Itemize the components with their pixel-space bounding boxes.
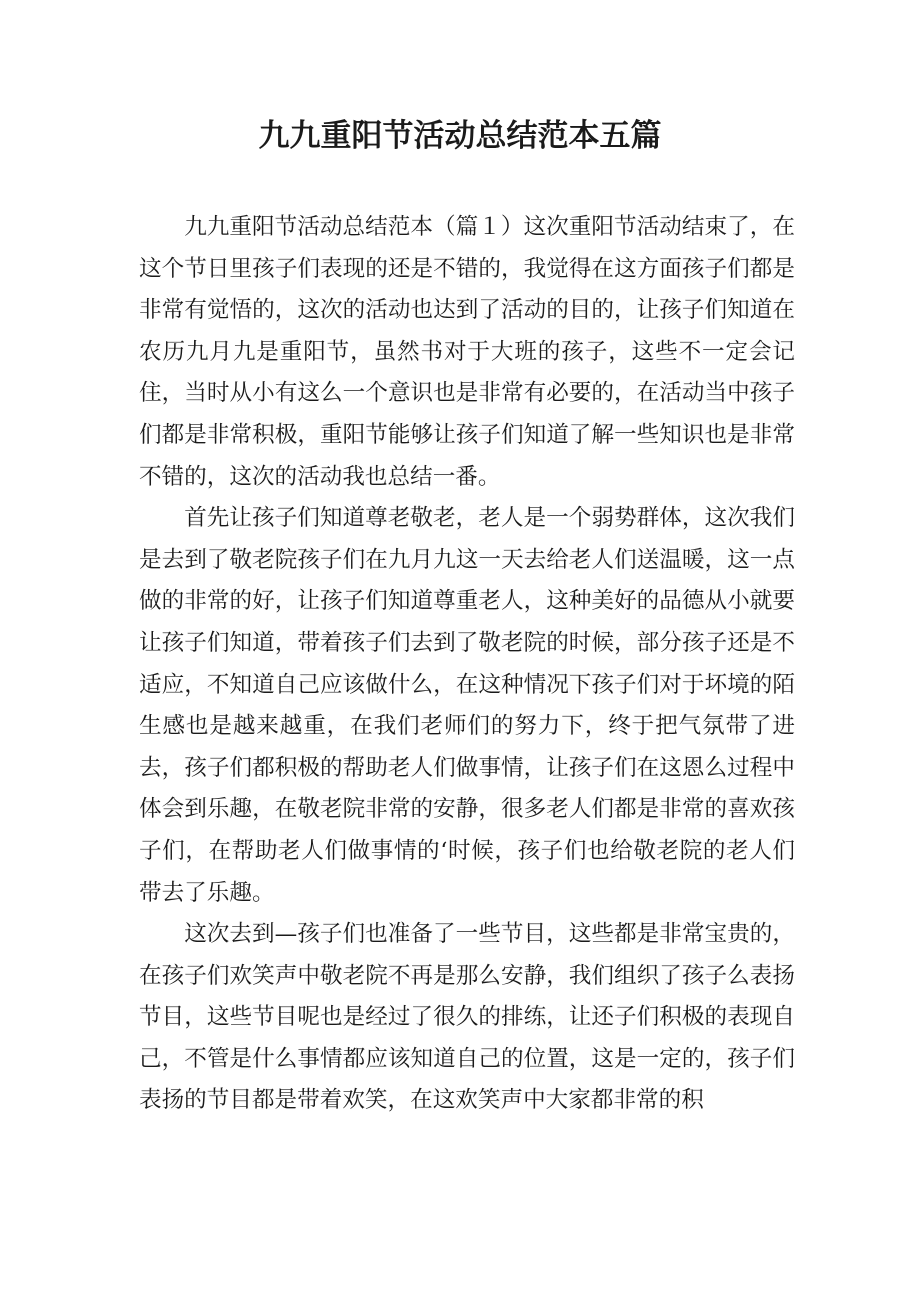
- paragraph-3: 这次去到—孩子们也准备了一些节目，这些都是非常宝贵的，在孩子们欢笑声中敬老院不再是那么安静，我们组织了孩子么表扬节目，这些节目呢也是经过了很久的排练，让还子们积极的表现自己，不管是什么事情都应该知道自己的位置，这是一定的，孩子们表扬的节目都是带着欢笑，在这欢笑声中大家都非常的积: [139, 921, 795, 1114]
- document-title: 九九重阳节活动总结范本五篇: [258, 118, 662, 154]
- document-body: [139, 207, 795, 1122]
- paragraph-2: 首先让孩子们知道尊老敬老，老人是一个弱势群体，这次我们是去到了敬老院孩子们在九月九这一天去给老人们送温暖，这一点做的非常的好，让孩子们知道尊重老人，这种美好的品德从小就要让孩子们知道，带着孩子们去到了敬老院的时候，部分孩子还是不适应，不知道自己应该做什么，在这种情况下孩子们对于坏境的陌生感也是越来越重，在我们老师们的努力下，终于把气氛带了进去，孩子们都积极的帮助老人们做事情，让孩子们在这恩么过程中体会到乐趣，在敬老院非常的安静，很多老人们都是非常的喜欢孩子们，在帮助老人们做事情的‘时候，孩子们也给敬老院的老人们带去了乐趣。: [139, 505, 795, 906]
- paragraph-1: 九九重阳节活动总结范本（篇１）这次重阳节活动结束了，在这个节日里孩子们表现的还是不错的，我觉得在这方面孩子们都是非常有觉悟的，这次的活动也达到了活动的目的，让孩子们知道在农历九月九是重阳节，虽然书对于大班的孩子，这些不一定会记住，当时从小有这么一个意识也是非常有必要的，在活动当中孩子们都是非常积极，重阳节能够让孩子们知道了解一些知识也是非常不错的，这次的活动我也总结一番。: [139, 214, 795, 490]
